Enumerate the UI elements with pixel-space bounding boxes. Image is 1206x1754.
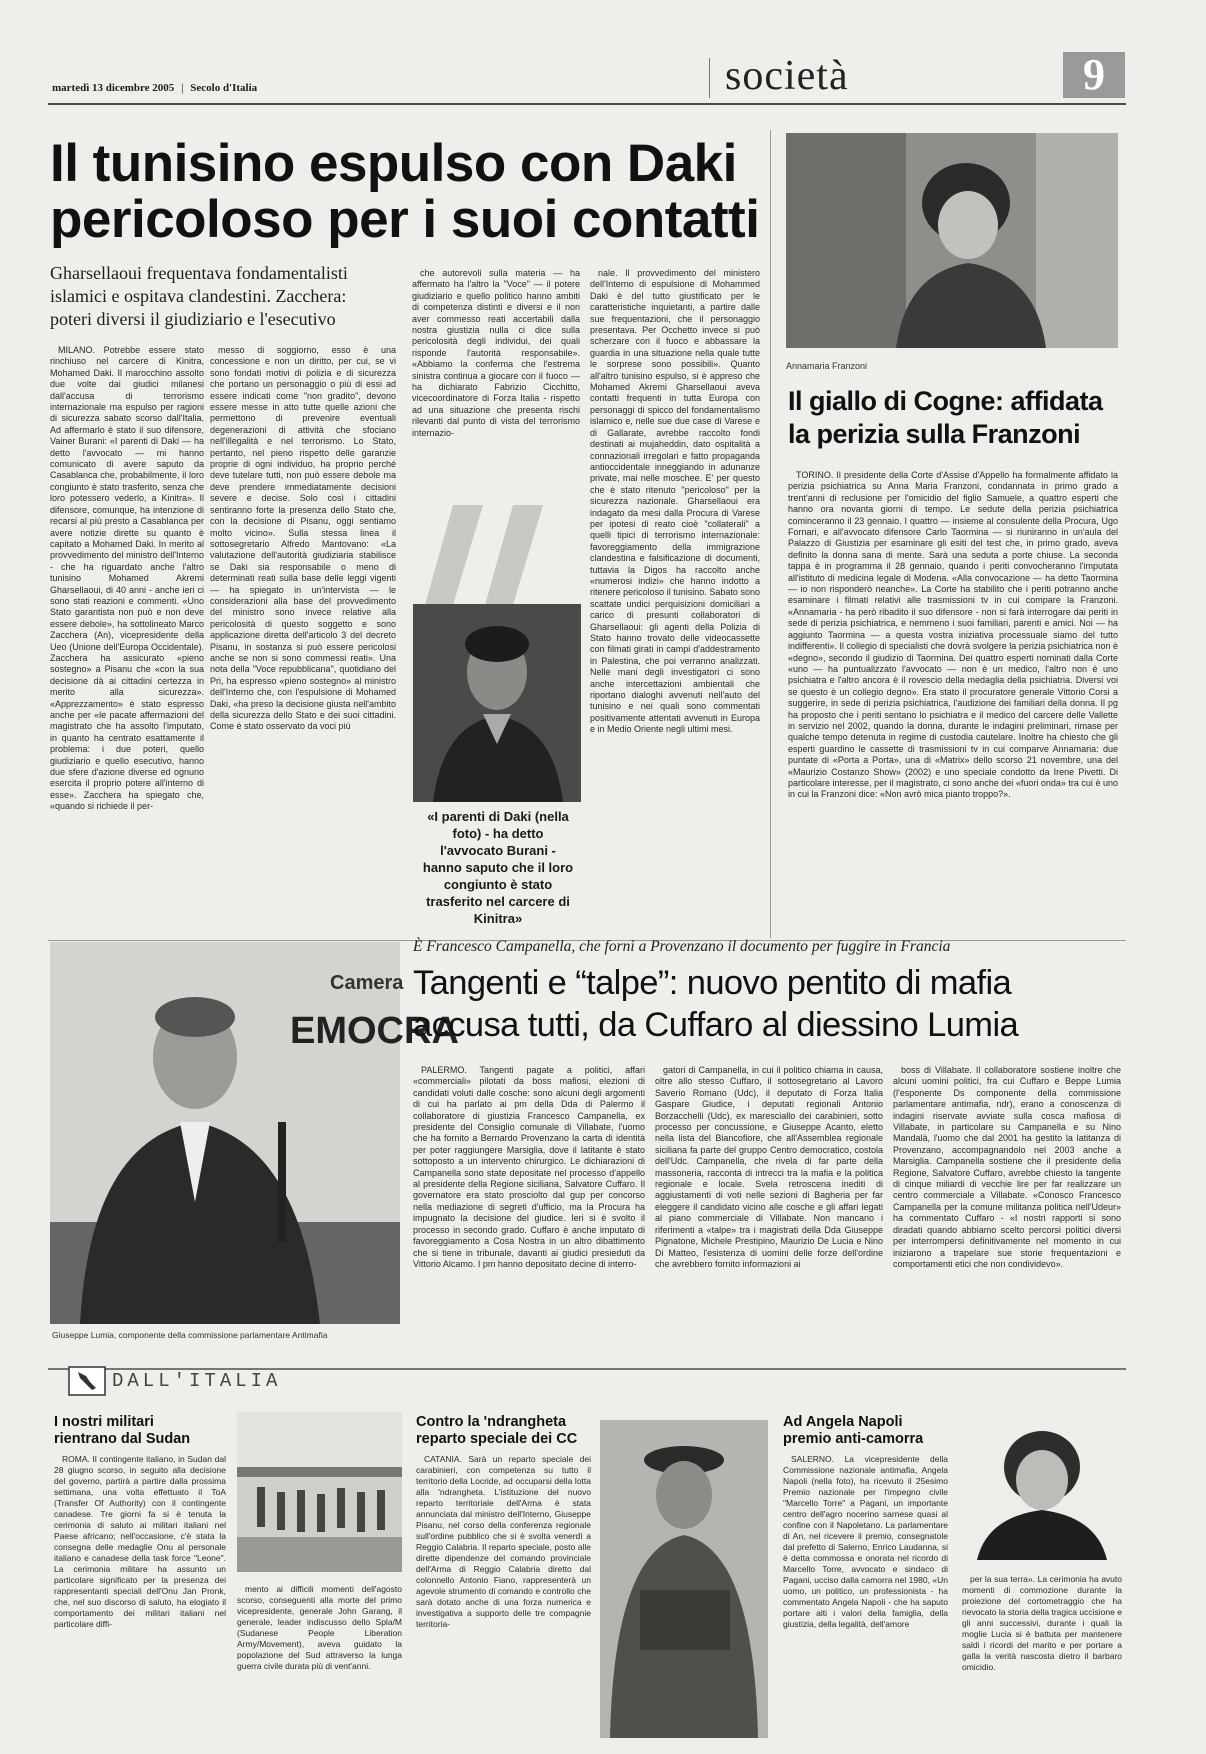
mafia-col2-text: gatori di Campanella, in cui il politico chiama in causa, oltre allo stesso Cuffaro, il sottosegretario al Lavoro Saverio Romano (Udc), il deputato di Forza Italia Gaspare Giudice, i deputati regionali Antonio Borzacchelli (Udc), ex maresciallo dei carabinieri, sotto processo per concussione, e Giuseppe Acanto, eletto nella lista del Biancofiore, che all'Assemblea regionale siciliana fa parte del gruppo Centro democratico, costola dell'Udc. Campanella, che rivela di far parte della massoneria, racconta di intrecci tra la mafia e la politica regionale e locale. Svela retroscena inediti di aggiustamenti di voti nelle sezioni di Bagheria per far eleggere il candidato vicino alle cosche e gli affari legati al piano commerciale di Villabate. Non mancano i riferimenti a «talpe» tra i magistrati della Dda Giuseppe Pignatone, Michele Prestipino, Maurizio De Lucia e Nino Di Matteo, l'esistenza di uomini delle forze dell'ordine che avrebbero fornito informazioni ai: [655, 1065, 883, 1269]
header-divider: [709, 58, 710, 98]
sudan-headline-line2: rientrano dal Sudan: [54, 1431, 191, 1447]
cogne-body-text: TORINO. Il presidente della Corte d'Assise d'Appello ha formalmente affidato la perizia psichiatrica su Anna Maria Franzoni, condannata in primo grado a trent'anni di reclusione per l'omicidio del figlio Samuele, a quattro esperti che hanno ora novanta giorni di tempo. Le sedute della perizia psichiatrica cominceranno il 23 gennaio. I quattro — insieme al consulente della Procura, Ugo Fornari, e all'avvocato difensore Carlo Taormina — si riuniranno in un'aula del Palazzo di Giustizia per esaminare gli esiti del test che, in primo grado, aveva definito la donna sana di mente. Sarà una seduta a porte chiuse. La seconda tappa è in programma il 28 gennaio, quando i periti convocheranno l'imputata all'istituto di medicina legale di Modena. «Alla convocazione — ha detto Taormina — io non risponderò neanche». La Corte ha stabilito che i periti potranno anche esaminare i filmati relativi alle trasmissioni tv in cui compare la Franzoni. «Annamaria - ha però ribadito il suo difensore - non si farà interrogare dai periti in sede di perizia psichiatrica, e nemmeno i suoi familiari, parenti e amici. Noi — ha aggiunto Taormina — a questa vostra iniziativa processuale siamo del tutto indifferenti». Il collegio di specialisti che dovrà svolgere la perizia psichiatrica non è «degno», secondo il giudizio di Taormina. Dei quattro esperti nominati dalla Corte «uno — ha puntualizzato l'avvocato — non è un medico, l'altro non è uno psichiatra e l'altro ancora è il rovescio della medaglia della psichiatria. Diversi voi se questo è un collegio degno». Era stato il procuratore generale Vittorio Corsi a suggerire, in sede di perizia psichiatrica, l'audizione dei familiari della donna. Il pg ha proposto che i periti sentano lo psichiatra e il medico del carcere delle Vallette in servizio nel 2002, quando la donna, durante le indagini preliminari, rimase per qualche tempo detenuta in regime di custodia cautelare. Inoltre ha chiesto che gli esperti guardino le cassette di trasmissioni tv in cui comparve Annamaria: due puntate di «Porta a Porta», una di «Matrix» dello scorso 21 novembre, una del «Maurizio Costanzo Show» (2002) e uno speciale condotto da Irene Pivetti. Di particolare interesse, per il magistrato, ci sono anche dei «fuori onda» tra cui è uno in cui la Franzoni dice: «Non avrò mica pianto troppo?».: [788, 470, 1118, 800]
main-article-col4: [590, 268, 760, 938]
cogne-article-body: [788, 470, 1118, 940]
mafia-headline: [413, 962, 1133, 1046]
sudan-body: [54, 1454, 226, 1734]
franzoni-caption: Annamaria Franzoni: [786, 361, 868, 371]
mafia-col3: [893, 1065, 1121, 1333]
main-subtitle: [50, 262, 410, 331]
napoli-body2-text: per la sua terra». La cerimonia ha avuto momenti di commozione durante la proiezione del cortometraggio che ha rievocato la storia della tragica uccisione e gli anni successivi, durante i quali la moglie Lucia si è battuta per mantenere saldi i ricordi del marito e per portare a galla la verità nascosta dietro il barbaro omicidio.: [962, 1574, 1122, 1672]
header-date: martedì 13 dicembre 2005 | Secolo d'Italia: [52, 82, 258, 94]
section-name: società: [725, 53, 849, 99]
daki-quote: [420, 808, 576, 927]
sudan-body-text: ROMA. Il contingente italiano, in Sudan dal 28 giugno scorso, in seguito alla decisione del governo, partirà a partire dalla prossima settimana, una volta effettuato il ToA (Transfer Of Authority) con il contingente canadese. Tre giorni fa si è tenuta la cerimonia di saluto ai militari italiani nel Paese africano; nell'occasione, c'è stata la consegna delle medaglie Onu al personale italiano e canadese della task force "Leone". La cerimonia militare ha assunto un particolare significato per la presenza dei rappresentanti speciali dell'Onu Jan Pronk, che, nel suo discorso di saluto, ha elogiato il comportamento dei militari italiani nel particolare diffi-: [54, 1454, 226, 1629]
napoli-body-continued: [962, 1574, 1122, 1734]
mafia-headline-line2: accusa tutti, da Cuffaro al diessino Lumia: [413, 1006, 1019, 1044]
daki-photo: [413, 604, 581, 802]
mafia-kicker: È Francesco Campanella, che fornì a Provenzano il documento per fuggire in Francia: [413, 938, 951, 955]
portrait-icon: [50, 942, 400, 1324]
column-rule: [770, 130, 771, 938]
napoli-headline: [783, 1414, 973, 1448]
main-col1-text: MILANO. Potrebbe essere stato rinchiuso nel carcere di Kinitra, Mohamed Daki. Il marocchino assolto due volte dai giudici milanesi dall'accusa di terrorismo internazionale ma espulso per ragioni di sicurezza sabato scorso dall'Italia. Ad affermarlo è stato il suo difensore, Vainer Burani: «I parenti di Daki — ha detto l'avvocato — mi hanno comunicato di avere saputo da Casablanca che, probabilmente, il loro congiunto è stato trasferito, senza che loro potessero vederlo, a Kinitra». Il difensore, comunque, ha intenzione di recarsi al più presto a Casablanca per avere notizie dirette su quanto è capitato a Mohamed Daki. In merito al provvedimento del ministro dell'Interno - che ha riguardato anche l'altro tunisino Mohamed Akremi Gharsellaoui, di 40 anni - anche ieri ci sono stati reazioni e commenti. «Uno Stato garantista non può e non deve essere debole», ha sottolineato Marco Zacchera (An), vicepresidente della Ueo (Unione dell'Europa Occidentale). Zacchera ha assicurato «pieno sostegno» a Pisanu che «con la sua decisione dà ai cittadini certezza in merito alla sicurezza». «Apprezzamento» è stato espresso anche per «le pacate affermazioni del magistrato che ha assolto l'imputato, in quanto ha centrato esattamente il problema: i due poteri, quello giudiziario e quello esecutivo, hanno due sfere d'azione diverse ed ognuno esercita il proprio potere all'interno di esse». Zacchera ha spiegato che, «quando si richiede il per-: [50, 345, 204, 812]
main-col2-text: messo di soggiorno, esso è una concessione e non un diritto, per cui, se vi sono fondati motivi di polizia e di sicurezza che portano un personaggio o più di essi ad essere indicati come "non gradito", devono essere messe in atto tutte quelle azioni che permettono di prevenire eventuali degenerazioni di attività che sfociano nell'illegalità e nel terrorismo. Lo Stato, pertanto, nel pieno rispetto delle garanzie proprie di ogni individuo, ha proprio perché deve tutelare tutti, non può essere debole ma deve prendere immediatamente decisioni severe e decise. Solo così i cittadini sentiranno forte la presenza dello Stato che, con la decisione di Pisanu, oggi sentiamo molto vicino». Sulla stessa linea il sottosegretario Alfredo Mantovano: «La valutazione dell'autorità giudiziaria stabilisce se Daki sia responsabile o meno di determinati reati sulla base delle leggi vigenti — ha spiegato in un'intervista — le considerazioni alla base del provvedimento del ministro sono invece relative alla pericolosità di questo soggetto e sono applicazione diretta dell'articolo 3 del decreto Pisanu, in sostanza si può essere pericolosi anche se non si sono commessi reati». Una nota della "Voce repubblicana", quotidiano del Pri, ha espresso «pieno sostegno» al ministro dell'Interno che, con l'espulsione di Mohamed Daki, «ha preso la decisione giusta nell'ambito della sicurezza dello Stato e dei suoi cittadini. Come è stato osservato da voci più: [210, 345, 396, 732]
page-number: 9: [1083, 50, 1105, 99]
main-subtitle-line1: Gharsellaoui frequentava fondamentalisti: [50, 263, 348, 283]
main-subtitle-line2: islamici e ospitava clandestini. Zacchera:: [50, 286, 347, 306]
main-headline: [50, 136, 770, 248]
ndrangheta-headline: [416, 1414, 606, 1448]
ndrangheta-body-text: CATANIA. Sarà un reparto speciale dei carabinieri, con competenza su tutto il territorio della Locride, ad occuparsi della lotta alla 'ndrangheta. L'istituzione del nuovo reparto territoriale dell'Arma è stata annunciata dal ministro dell'Interno, Giuseppe Pisanu, nel corso della conferenza regionale sull'ordine pubblico che si è svolta venerdì a Reggio Calabria. Il reparto speciale, posto alle dirette dipendenze del comando provinciale dell'Arma di Reggio Calabria diretto dal colonnello Antonio Fiano, rappresenterà un agevole strumento di comando e controllo che sarà dotato anche di una forza numerica e investigativa a supporto delle tre compagnie territoria-: [416, 1454, 591, 1629]
franzoni-photo: [786, 133, 1118, 348]
newspaper-name: Secolo d'Italia: [190, 82, 258, 94]
issue-date: martedì 13 dicembre 2005: [52, 82, 175, 94]
mafia-col3-text: boss di Villabate. Il collaboratore sostiene inoltre che alcuni uomini politici, fra cui Cuffaro e Beppe Lumia (l'esponente Ds componente della commissione parlamentare antimafia, ndr), erano a conoscenza di indagini riservate avviate sulla cosca mafiosa di Villabate, in particolare su Campanella e su Nino Mandalà, l'uomo che dal 2001 ha gestito la latitanza di Provenzano, accompagnandolo nel 2003 anche a Marsiglia. Campanella sostiene che il presidente della Regione, Salvatore Cuffaro, avrebbe chiesto la tangente di cinque miliardi di vecchie lire per far realizzare un centro commerciale a Villabate. «Conosco Francesco Campanella per la comune militanza politica nell'Udeur» ha commentato Cuffaro - «I nostri rapporti si sono diradati quando abbiamo scelto percorsi politici diversi per interrompersi definitivamente nel momento in cui iniziarono a trapelare sue storie frequentazioni e comportamenti etici che non condividevo».: [893, 1065, 1121, 1269]
angela-napoli-photo: [962, 1412, 1122, 1560]
sudan-photo: [237, 1412, 402, 1572]
header-rule: [48, 103, 1126, 105]
main-article-col2: [210, 345, 396, 945]
lumia-photo-text2: EMOCRA: [290, 1010, 459, 1052]
mafia-col1-text: PALERMO. Tangenti pagate a politici, affari «commerciali» pilotati da boss mafiosi, elezioni di candidati voluti dalle cosche: sono alcuni degli argomenti di cui ha parlato ai pm della Dda di Palermo il collaboratore di giustizia Francesco Campanella, ex presidente del Consiglio comunale di Villabate, l'uomo che ha fornito a Bernardo Provenzano la carta di identità per poter raggiungere Marsiglia, dove il latitante è stato sottoposto a un intervento chirurgico. Le dichiarazioni di Campanella sono state depositate nel processo d'appello al presidente della Regione siciliana, Salvatore Cuffaro. Il governatore era stato prosciolto dal gup per concorso nella mediazione di segreti d'ufficio, ma la Procura ha impugnato la decisione del giudice. Ieri si è svolto il processo in secondo grado. Cuffaro è anche imputato di favoreggiamento a Cosa Nostra in un altro dibattimento che si tiene in tribunale, davanti ai giudici presieduti da Vittorio Alcamo. I pm hanno depositato decine di interro-: [413, 1065, 645, 1269]
soldiers-photo-icon: [237, 1412, 402, 1572]
main-col3-text: che autorevoli sulla materia — ha affermato ha l'altro la "Voce" — il potere giudiziario e quello politico hanno ambiti di competenza distinti e diversi e il non aver commesso reati accertabili dalla nostra giustizia nulla ci dice sulla pericolosità degli individui, dei quali risponde l'autorità responsabile». «Abbiamo la conferma che l'estrema sinistra continua a giocare con il fuoco — ha dichiarato Fabrizio Cicchitto, vicecoordinatore di Forza Italia - rispetto ad una situazione che presenta rischi rilevanti dal punto di vista del terrorismo internazio-: [412, 268, 580, 438]
portrait-icon: [786, 133, 1118, 348]
napoli-headline-line2: premio anti-camorra: [783, 1431, 924, 1447]
lumia-photo-text1: Camera: [330, 972, 404, 994]
main-article-col1: [50, 345, 204, 945]
dallitalia-label: DALL'ITALIA: [112, 1370, 282, 1392]
main-col4-text: nale. Il provvedimento del ministero dell'Interno di espulsione di Mohammed Daki è del tutto giustificato per le caratteristiche inquietanti, a partire dalle sue frequentazioni, che il personaggio presentava. Per Occhetto invece si può scherzare con il fuoco e abbassare la guardia in una situazione nella quale tutte le sorprese sono possibili». Quanto all'altro tunisino espulso, si è appreso che Mohamed Akremi Gharsellaoui aveva contatti frequenti in tutta Europa con personaggi di spicco del fondamentalismo islamico e, nelle sue due case di Varese e di Gallarate, avrebbe raccolto fondi destinati ai mujaheddin, dato ospitalità a connazionali irregolari e fatto propaganda antioccidentale inneggiando in adunanze private, mai nelle moschee. E' per questo che è stato ritenuto "pericoloso" per la sicurezza nazionale. Gharsellaoui era indagato da mesi dalla Procura di Varese per ipotesi di reato cioè "collaterali" a quelli tipici di terrorismo internazionale: favoreggiamento della immigrazione clandestina e falsificazione di documenti, tuttavia la Digos ha raccolto anche «numerosi indizi» che hanno indotto a ritenere pericoloso il tunisino. Sabato sono scattate undici perquisizioni domiciliari a carico di presunti collaboratori di Gharsellaoui: gli agenti della Polizia di Stato hanno trovato delle videocassette con filmati girati in campi d'addestramento in Palestina, che poi verranno analizzati. Nelle mani degli investigatori ci sono anche intercettazioni ambientali che riportano dialoghi avvenuti nell'auto del tunisino e nei quali sono commentati positivamente attentati avvenuti in Europa e in Medio Oriente negli ultimi mesi.: [590, 268, 760, 735]
mafia-col1: [413, 1065, 645, 1333]
italy-logo-icon: [68, 1366, 106, 1396]
quote-mark-icon: [425, 505, 555, 605]
cogne-headline-line1: Il giallo di Cogne: affidata: [788, 386, 1103, 416]
dallitalia-banner: [68, 1366, 281, 1396]
portrait-icon: [962, 1412, 1122, 1560]
sudan-headline: [54, 1414, 224, 1448]
portrait-icon: [413, 604, 581, 802]
main-subtitle-line3: poteri diversi il giudiziario e l'esecutivo: [50, 309, 336, 329]
main-headline-line1: Il tunisino espulso con Daki: [50, 134, 737, 193]
napoli-body-text: SALERNO. La vicepresidente della Commissione nazionale antimafia, Angela Napoli (nella foto), ha ricevuto il 25esimo Premio nazionale per l'impegno civile "Marcello Torre" a Pagani, un importante centro dell'agro nocerino sarnese quasi al confine con il Napoletano. La parlamentare di An, nel ricevere il premio, consegnatole dal prefetto di Salerno, Enrico Laudanna, si è detta commossa e onorata nel ricordo di Marcello Torre, avvocato e sindaco di Pagani, ucciso dalla camorra nel 1980, «Un uomo, un politico, un professionista - ha commentato Angela Napoli - che ha saputo portare alti i valori della famiglia, della giustizia, della legalità, dell'amore: [783, 1454, 948, 1629]
daki-quote-text: «I parenti di Daki (nella foto) - ha detto l'avvocato Burani - hanno saputo che il loro congiunto è stato trasferito nel carcere di Kinitra»: [422, 809, 574, 926]
page-number-box: [1063, 52, 1125, 98]
mafia-headline-line1: Tangenti e “talpe”: nuovo pentito di mafia: [413, 964, 1012, 1002]
lumia-caption: Giuseppe Lumia, componente della commissione parlamentare Antimafia: [52, 1330, 328, 1340]
main-article-col3: [412, 268, 580, 490]
lumia-photo: [50, 942, 459, 1324]
cogne-headline: [788, 385, 1118, 451]
carabiniere-photo: [600, 1420, 768, 1738]
napoli-headline-line1: Ad Angela Napoli: [783, 1414, 903, 1430]
sudan-body2-text: mento ai difficili momenti dell'agosto scorso, conseguenti alla morte del primo vicepresidente, generale John Garang, il generale, leader indiscusso dello Spla/M (Sudanese People Liberation Army/Movement), aveva guidato la popolazione del Sud attraverso la lunga guerra civile durata più di vent'anni.: [237, 1584, 402, 1671]
main-headline-line2: pericoloso per i suoi contatti: [50, 190, 760, 249]
sudan-body-continued: [237, 1584, 402, 1734]
ndrangheta-body: [416, 1454, 591, 1734]
ndrangheta-headline-line2: reparto speciale dei CC: [416, 1431, 578, 1447]
napoli-body: [783, 1454, 948, 1734]
mafia-col2: [655, 1065, 883, 1333]
carabiniere-icon: [600, 1420, 768, 1738]
ndrangheta-headline-line1: Contro la 'ndrangheta: [416, 1414, 567, 1430]
sudan-headline-line1: I nostri militari: [54, 1414, 154, 1430]
cogne-headline-line2: la perizia sulla Franzoni: [788, 419, 1081, 449]
